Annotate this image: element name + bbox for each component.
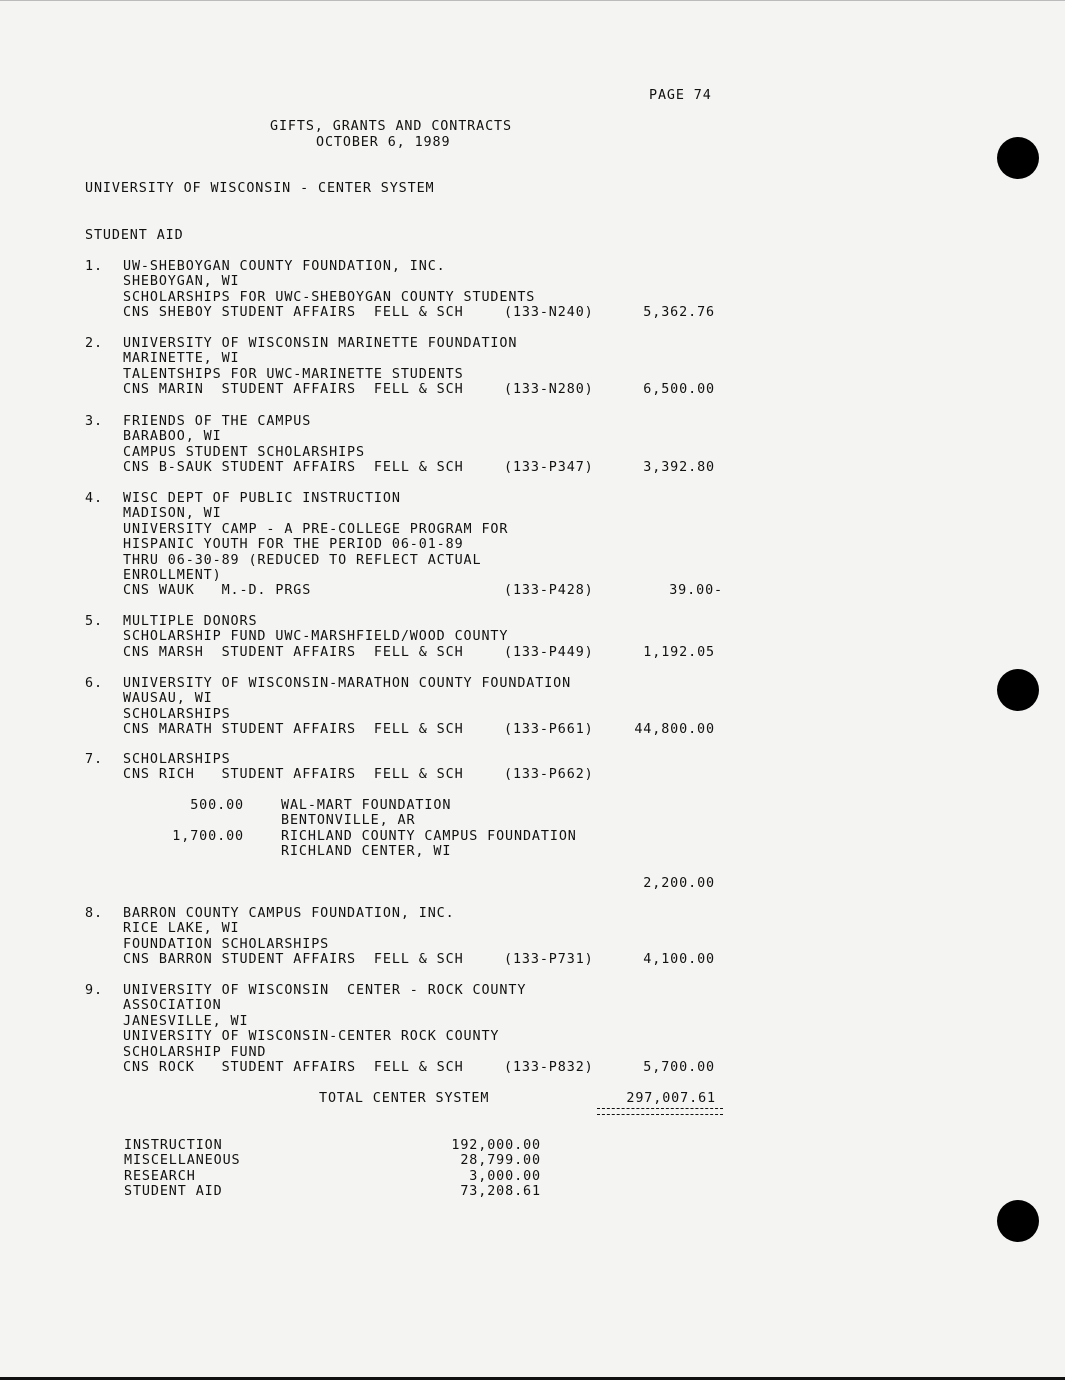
entry-amount: 5,700.00 xyxy=(643,1060,715,1075)
summary-label: STUDENT AID xyxy=(124,1184,223,1200)
summary-amount: 73,208.61 xyxy=(460,1184,541,1200)
entry-text-line: BARABOO, WI xyxy=(123,429,222,445)
summary-label: INSTRUCTION xyxy=(124,1138,223,1153)
entry-number: 4. xyxy=(85,491,103,506)
entry-code: (133-N240) xyxy=(504,305,594,321)
entry-code: (133-P428) xyxy=(504,583,594,599)
entry-code: (133-P449) xyxy=(504,644,594,660)
entry-number: 3. xyxy=(85,414,103,429)
donor-text-line: BENTONVILLE, AR xyxy=(281,813,416,829)
summary-amount: 3,000.00 xyxy=(469,1168,541,1184)
entry-text-line: SCHOLARSHIP FUND xyxy=(123,1044,267,1060)
entry-text-line: CAMPUS STUDENT SCHOLARSHIPS xyxy=(123,444,365,460)
entry-text-line: UNIVERSITY CAMP - A PRE-COLLEGE PROGRAM FOR xyxy=(123,521,509,537)
entry-text-line: BARRON COUNTY CAMPUS FOUNDATION, INC. xyxy=(123,906,455,921)
entry-text-line: SHEBOYGAN, WI xyxy=(123,274,240,290)
entry-number: 8. xyxy=(85,906,103,921)
donor-text-line: WAL-MART FOUNDATION xyxy=(281,798,452,813)
entry-amount: 44,800.00 xyxy=(634,722,715,738)
total-label: TOTAL CENTER SYSTEM xyxy=(319,1091,490,1106)
entry-account: CNS WAUK M.-D. PRGS xyxy=(123,583,312,599)
entry-text-line: MULTIPLE DONORS xyxy=(123,614,258,629)
institution-heading: UNIVERSITY OF WISCONSIN - CENTER SYSTEM xyxy=(85,181,435,196)
entry-account: CNS MARATH STUDENT AFFAIRS FELL & SCH xyxy=(123,722,464,738)
entry-text-line: HISPANIC YOUTH FOR THE PERIOD 06-01-89 xyxy=(123,537,464,553)
summary-label: RESEARCH xyxy=(124,1168,196,1184)
entry-text-line: JANESVILLE, WI xyxy=(123,1013,249,1029)
entry-text-line: THRU 06-30-89 (REDUCED TO REFLECT ACTUAL xyxy=(123,552,482,568)
entry-text-line: UW-SHEBOYGAN COUNTY FOUNDATION, INC. xyxy=(123,259,446,274)
page-number: PAGE 74 xyxy=(649,88,712,103)
entry-account: CNS MARIN STUDENT AFFAIRS FELL & SCH xyxy=(123,382,464,398)
entry-account: CNS RICH STUDENT AFFAIRS FELL & SCH xyxy=(123,767,464,783)
entry-text-line: MARINETTE, WI xyxy=(123,351,240,367)
page-top-edge xyxy=(0,0,1065,1)
entry-account: CNS B-SAUK STUDENT AFFAIRS FELL & SCH xyxy=(123,460,464,476)
entry-number: 2. xyxy=(85,336,103,351)
entry-code: (133-P661) xyxy=(504,722,594,738)
binder-hole-bottom xyxy=(997,1200,1039,1242)
summary-label: MISCELLANEOUS xyxy=(124,1153,241,1169)
entry-account: CNS SHEBOY STUDENT AFFAIRS FELL & SCH xyxy=(123,305,464,321)
entry-text-line: WISC DEPT OF PUBLIC INSTRUCTION xyxy=(123,491,401,506)
entry-text-line: SCHOLARSHIPS FOR UWC-SHEBOYGAN COUNTY STUDENTS xyxy=(123,289,536,305)
entry-account: CNS MARSH STUDENT AFFAIRS FELL & SCH xyxy=(123,644,464,660)
entry-code: (133-P662) xyxy=(504,767,594,783)
entry-account: CNS BARRON STUDENT AFFAIRS FELL & SCH xyxy=(123,952,464,968)
entry-text-line: WAUSAU, WI xyxy=(123,691,213,707)
document-title: GIFTS, GRANTS AND CONTRACTS xyxy=(270,119,512,134)
entry-amount: 5,362.76 xyxy=(643,305,715,321)
binder-hole-middle xyxy=(997,669,1039,711)
summary-amount: 192,000.00 xyxy=(451,1138,541,1153)
entry-text-line: UNIVERSITY OF WISCONSIN-CENTER ROCK COUNTY xyxy=(123,1029,500,1045)
entry-number: 6. xyxy=(85,676,103,691)
summary-amount: 28,799.00 xyxy=(460,1153,541,1169)
entry-text-line: TALENTSHIPS FOR UWC-MARINETTE STUDENTS xyxy=(123,366,464,382)
entry-text-line: SCHOLARSHIP FUND UWC-MARSHFIELD/WOOD COUNTY xyxy=(123,629,509,645)
total-double-underline xyxy=(597,1108,723,1115)
entry-text-line: FOUNDATION SCHOLARSHIPS xyxy=(123,936,330,952)
entry-amount: 4,100.00 xyxy=(643,952,715,968)
entry-text-line: UNIVERSITY OF WISCONSIN-MARATHON COUNTY FOUNDATION xyxy=(123,676,572,691)
entry-amount: 3,392.80 xyxy=(643,460,715,476)
entry-amount: 1,192.05 xyxy=(643,644,715,660)
entry-amount: 6,500.00 xyxy=(643,382,715,398)
entry-text-line: ASSOCIATION xyxy=(123,998,222,1014)
entry-amount: 39.00- xyxy=(669,583,723,599)
entry-text-line: UNIVERSITY OF WISCONSIN MARINETTE FOUNDATION xyxy=(123,336,518,351)
donor-text-line: RICHLAND CENTER, WI xyxy=(281,844,452,860)
entry-7-total: 2,200.00 xyxy=(643,876,715,891)
entry-text-line: FRIENDS OF THE CAMPUS xyxy=(123,414,312,429)
entry-code: (133-P731) xyxy=(504,952,594,968)
entry-text-line: ENROLLMENT) xyxy=(123,568,222,583)
entry-number: 5. xyxy=(85,614,103,629)
donor-amount: 1,700.00 xyxy=(172,829,244,844)
entry-code: (133-N280) xyxy=(504,382,594,398)
entry-text-line: UNIVERSITY OF WISCONSIN CENTER - ROCK COUNTY xyxy=(123,983,527,998)
entry-number: 7. xyxy=(85,752,103,767)
section-heading: STUDENT AID xyxy=(85,228,184,243)
entry-number: 1. xyxy=(85,259,103,274)
entry-text-line: MADISON, WI xyxy=(123,506,222,522)
entry-text-line: SCHOLARSHIPS xyxy=(123,706,231,722)
entry-account: CNS ROCK STUDENT AFFAIRS FELL & SCH xyxy=(123,1060,464,1075)
entry-code: (133-P347) xyxy=(504,460,594,476)
binder-hole-top xyxy=(997,137,1039,179)
donor-amount: 500.00 xyxy=(190,798,244,813)
entry-text-line: RICE LAKE, WI xyxy=(123,921,240,937)
entry-number: 9. xyxy=(85,983,103,998)
document-date: OCTOBER 6, 1989 xyxy=(316,135,451,150)
total-amount: 297,007.61 xyxy=(626,1091,716,1106)
donor-text-line: RICHLAND COUNTY CAMPUS FOUNDATION xyxy=(281,829,577,844)
entry-code: (133-P832) xyxy=(504,1060,594,1075)
entry-text-line: SCHOLARSHIPS xyxy=(123,752,231,767)
